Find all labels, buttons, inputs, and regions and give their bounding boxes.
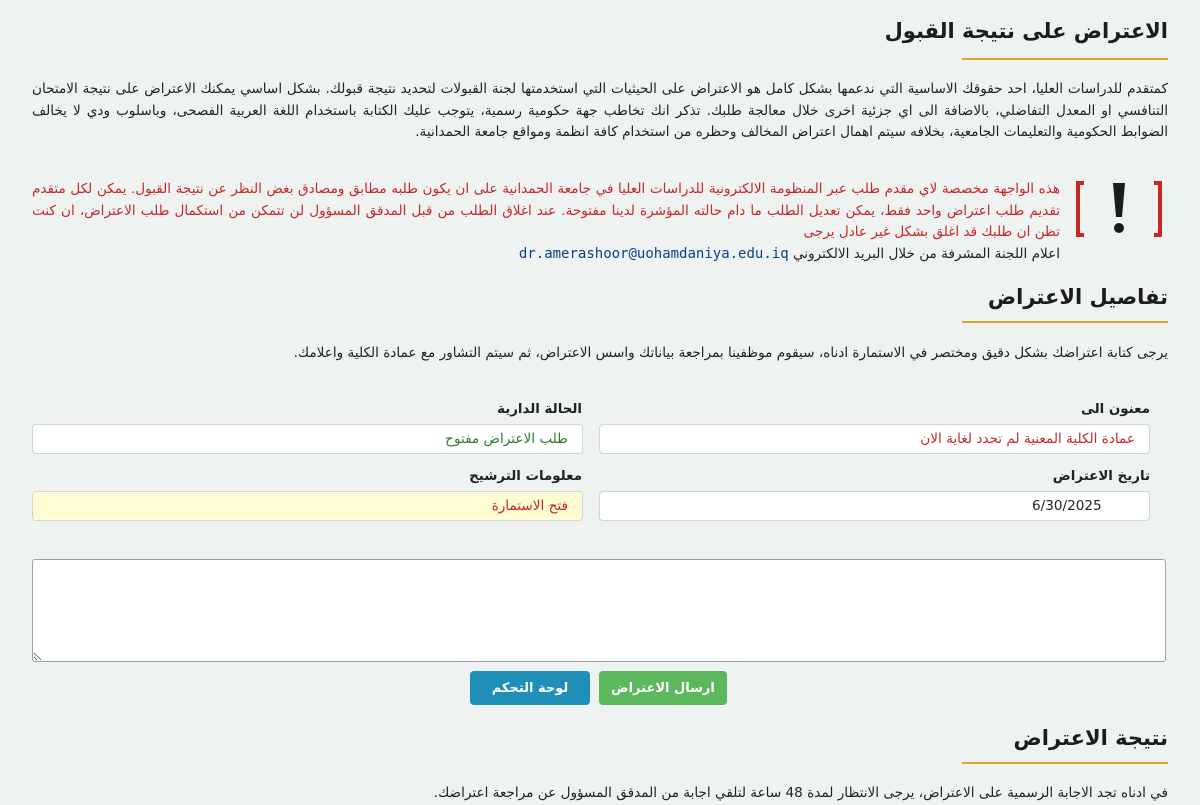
contact-email-link[interactable]: dr.amerashoor@uohamdaniya.edu.iq: [518, 245, 789, 262]
admin-status-field[interactable]: طلب الاعتراض مفتوح: [32, 424, 583, 454]
warning-message: [32, 179, 1060, 265]
addressed-to-field[interactable]: عمادة الكلية المعنية لم تحدد لغاية الان: [599, 424, 1150, 454]
addressed-to-label: معنون الى: [1081, 402, 1150, 417]
details-title: تفاصيل الاعتراض: [987, 285, 1168, 309]
intro-paragraph: كمتقدم للدراسات العليا، احد حقوقك الاساسية التي ندعمها بشكل كامل هو الاعتراض على الحيثيات التي استخدمتها لجنة القبولات لتحديد نتيجة قبولك. بشكل اساسي يمكنك الاعتراض على نتيجة الامتحان التنافسي او المعدل التفاضلي، بالاضافة الى اي جزئية اخرى خلال معالجة طلبك. تذكر انك تخاطب جهة حكومية رسمية، يتوجب عليك الكتابة باستخدام اللغة العربية الفصحى، وباسلوب ودي لا يخالف الضوابط الحكومية والتعليمات الجامعية، بخلافه سيتم اهمال اعتراض المخالف وحظره من استخدام كافة انظمة ومواقع جامعة الحمدانية.: [32, 81, 1168, 140]
title-underline: [962, 58, 1168, 60]
result-underline: [962, 762, 1168, 764]
result-paragraph: في ادناه تجد الاجابة الرسمية على الاعتراض، يرجى الانتظار لمدة 48 ساعة لتلقي اجابة من المدقق المسؤول عن مراجعة اعتراضك.: [433, 785, 1168, 801]
nomination-info-field[interactable]: فتح الاستمارة: [32, 491, 583, 521]
warning-contact-prefix: اعلام اللجنة المشرفة من خلال البريد الالكتروني: [792, 245, 1060, 262]
objection-message-textarea[interactable]: [32, 559, 1166, 662]
send-objection-button[interactable]: ارسال الاعتراض: [599, 671, 727, 705]
alert-exclamation-icon: [1076, 179, 1162, 239]
nomination-info-label: معلومات الترشيح: [469, 469, 582, 484]
admin-status-label: الحالة الدارية: [497, 402, 582, 417]
details-underline: [962, 321, 1168, 323]
objection-date-field[interactable]: 6/30/2025: [599, 491, 1150, 521]
dashboard-button[interactable]: لوحة التحكم: [470, 671, 590, 705]
details-paragraph: يرجى كتابة اعتراضك بشكل دقيق ومختصر في الاستمارة ادناه، سيقوم موظفينا بمراجعة بياناتك واسس الاعتراض، ثم سيتم التشاور مع عمادة الكلية واعلامك.: [293, 345, 1168, 361]
result-title: نتيجة الاعتراض: [1013, 726, 1168, 750]
warning-text: هذه الواجهة مخصصة لاي مقدم طلب عبر المنظومة الالكترونية للدراسات العليا في جامعة الحمدانية على ان يكون طلبه مطابق ومصادق بغض النظر عن نتيجة القبول. يمكن لكل متقدم تقديم طلب اعتراض واحد فقط، يمكن تعديل الطلب ما دام حالته المؤشرة لدينا مفتوحة. عند اغلاق الطلب من قبل المدقق المسؤول لن تتمكن من استكمال طلب الاعتراض، ان كنت تظن ان طلبك قد اغلق بشكل غير عادل يرجى: [32, 181, 1060, 240]
objection-date-label: تاريخ الاعتراض: [1052, 469, 1150, 484]
page-title: الاعتراض على نتيجة القبول: [884, 19, 1168, 43]
